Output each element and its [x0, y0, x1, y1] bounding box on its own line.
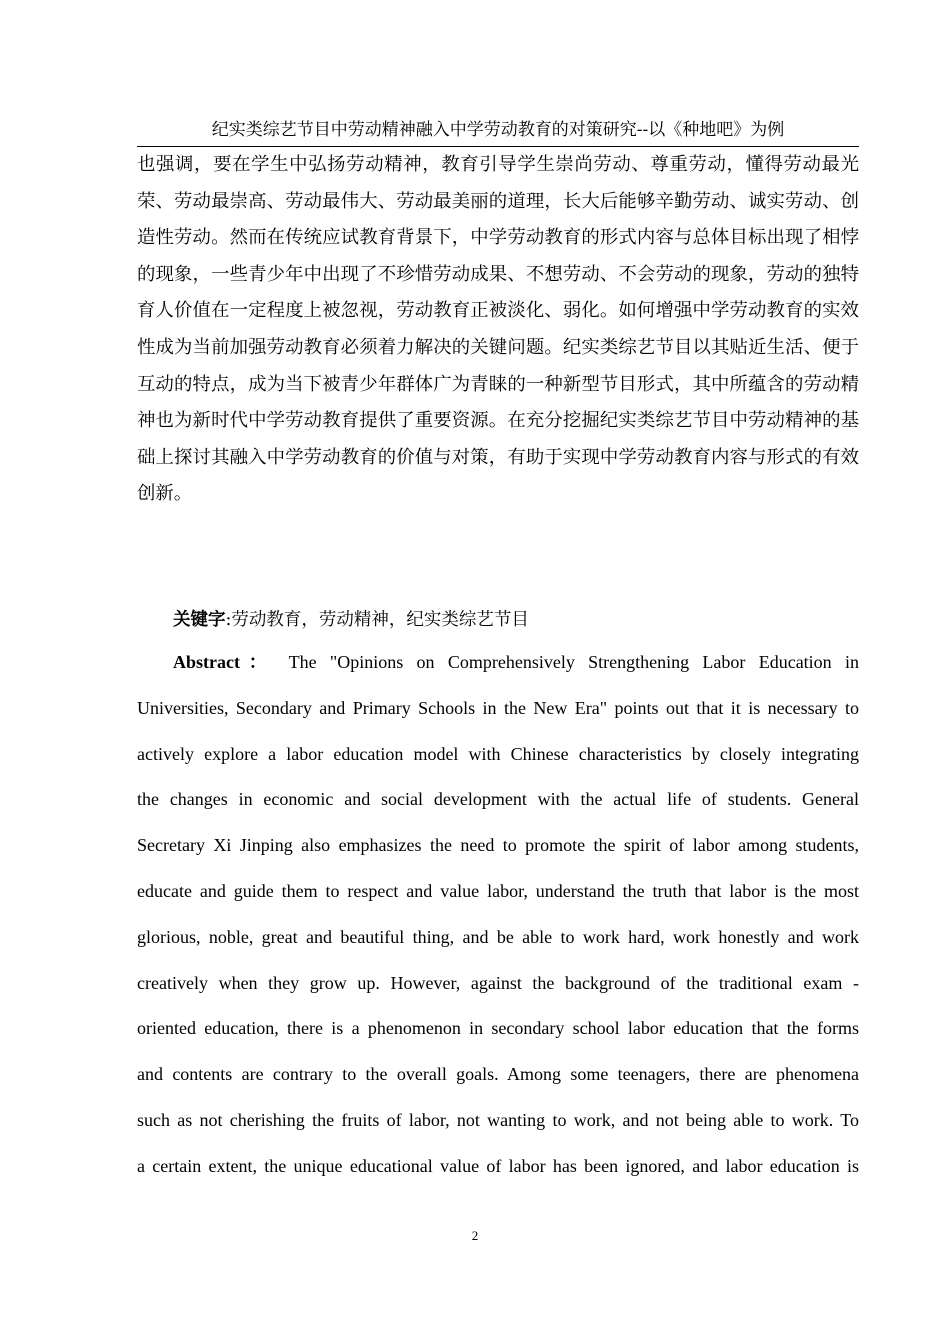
abstract-line: such as not cherishing the fruits of labor, not wanting to work, and not being able to work. To: [137, 1109, 859, 1130]
keywords-text: 劳动教育，劳动精神，纪实类综艺节目: [231, 610, 529, 630]
abstract-line: [137, 640, 859, 686]
abstract-line: oriented education, there is a phenomenon in secondary school labor education that the forms: [137, 1018, 859, 1039]
abstract-line: educate and guide them to respect and value labor, understand the truth that labor is the most: [137, 880, 859, 901]
abstract-line: actively explore a labor education model with Chinese characteristics by closely integrating: [137, 743, 859, 764]
abstract-line: the changes in economic and social development with the actual life of students. General: [137, 789, 859, 810]
abstract-line: Universities, Secondary and Primary Schools in the New Era" points out that it is necessary to: [137, 697, 859, 718]
running-header: [137, 116, 859, 147]
page-number: 2: [471, 1228, 479, 1243]
abstract-line-text: The "Opinions on Comprehensively Strengthening Labor Education in: [288, 652, 859, 672]
abstract-line: glorious, noble, great and beautiful thing, and be able to work hard, work honestly and work: [137, 926, 859, 947]
english-abstract: [137, 640, 859, 1190]
abstract-line: creatively when they grow up. However, against the background of the traditional exam -: [137, 972, 859, 993]
abstract-line: and contents are contrary to the overall goals. Among some teenagers, there are phenomena: [137, 1064, 859, 1085]
running-title: 纪实类综艺节目中劳动精神融入中学劳动教育的对策研究--以《种地吧》为例: [211, 120, 785, 140]
abstract-line: a certain extent, the unique educational value of labor has been ignored, and labor education is: [137, 1155, 859, 1176]
abstract-label: Abstract：: [173, 652, 276, 672]
keywords-separator: :: [225, 610, 232, 630]
keywords-label: 关键字: [173, 610, 226, 630]
keywords-line: [137, 602, 859, 638]
chinese-abstract-paragraph: 也强调，要在学生中弘扬劳动精神，教育引导学生崇尚劳动、尊重劳动，懂得劳动最光荣、劳动最崇高、劳动最伟大、劳动最美丽的道理，长大后能够辛勤劳动、诚实劳动、创造性劳动。然而在传统应试教育背景下，中学劳动教育的形式内容与总体目标出现了相悖的现象，一些青少年中出现了不珍惜劳动成果、不想劳动、不会劳动的现象，劳动的独特育人价值在一定程度上被忽视，劳动教育正被淡化、弱化。如何增强中学劳动教育的实效性成为当前加强劳动教育必须着力解决的关键问题。纪实类综艺节目以其贴近生活、便于互动的特点，成为当下被青少年群体广为青睐的一种新型节目形式，其中所蕴含的劳动精神也为新时代中学劳动教育提供了重要资源。在充分挖掘纪实类综艺节目中劳动精神的基础上探讨其融入中学劳动教育的价值与对策，有助于实现中学劳动教育内容与形式的有效创新。: [137, 154, 859, 505]
abstract-line: Secretary Xi Jinping also emphasizes the need to promote the spirit of labor among students,: [137, 835, 859, 856]
